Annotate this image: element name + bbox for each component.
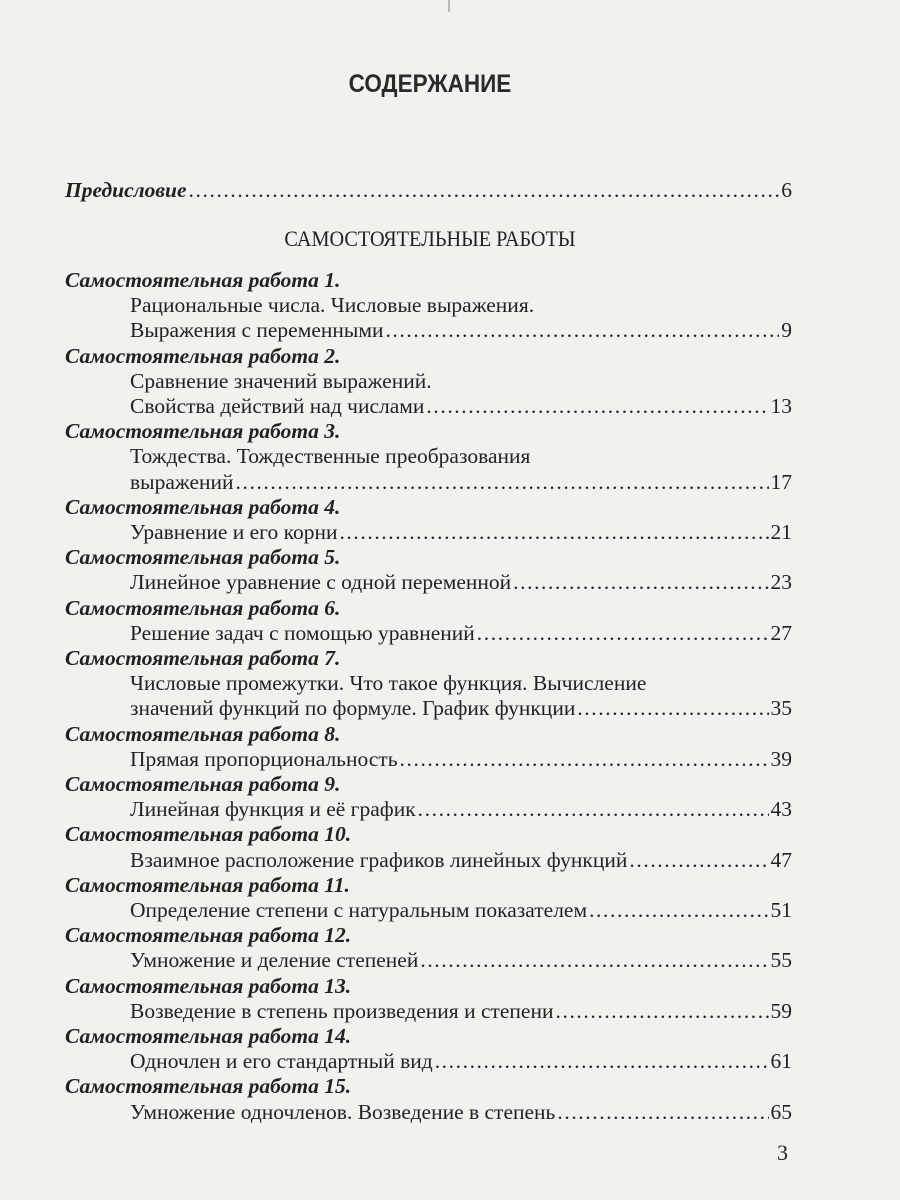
- entry-title: Прямая пропорциональность: [130, 746, 398, 771]
- heading-text: Самостоятельная работа 8.: [65, 721, 341, 746]
- heading-text: Самостоятельная работа 14.: [65, 1024, 352, 1048]
- heading-text: Самостоятельная работа 6.: [65, 595, 341, 620]
- heading-text: Самостоятельная работа 11.: [65, 872, 350, 897]
- heading-text: Самостоятельная работа 10.: [65, 822, 352, 847]
- toc-entry-line[interactable]: [130, 621, 792, 646]
- page-fold-mark: [448, 0, 450, 12]
- entry-title: Линейное уравнение с одной переменной: [130, 570, 512, 595]
- entry-title: Сравнение значений выражений.: [130, 368, 432, 393]
- page-number: 3: [777, 1140, 788, 1165]
- entry-title: Уравнение и его корни: [130, 520, 338, 544]
- heading-text: Самостоятельная работа 7.: [65, 646, 341, 670]
- dot-leader: [629, 848, 768, 873]
- entry-title: Умножение одночленов. Возведение в степень: [130, 1099, 556, 1124]
- toc-entry-line[interactable]: [130, 570, 792, 595]
- toc-entry-heading[interactable]: [65, 646, 792, 671]
- toc-entry-line[interactable]: [130, 671, 792, 696]
- toc-entry-line[interactable]: [130, 999, 792, 1024]
- heading-text: Самостоятельная работа 12.: [65, 923, 352, 948]
- entry-title: Возведение в степень произведения и степени: [130, 998, 554, 1023]
- toc-entry-line[interactable]: [130, 948, 792, 973]
- page-ref: 55: [770, 948, 792, 973]
- toc-entry-heading[interactable]: [65, 268, 792, 293]
- heading-text: Самостоятельная работа 2.: [65, 343, 341, 368]
- page-ref: 59: [770, 998, 792, 1023]
- entry-title: Выражения с переменными: [130, 318, 384, 343]
- entry-title: Определение степени с натуральным показателем: [130, 898, 588, 922]
- toc-entry-heading[interactable]: [65, 545, 792, 570]
- dot-leader: [589, 898, 768, 923]
- toc-entry-heading[interactable]: [65, 772, 792, 797]
- entry-title: Взаимное расположение графиков линейных функций: [130, 847, 628, 872]
- page-ref: 21: [770, 520, 792, 544]
- toc-entry-heading[interactable]: [65, 419, 792, 444]
- toc-entry-line[interactable]: [130, 848, 792, 873]
- entry-title: Одночлен и его стандартный вид: [130, 1049, 433, 1074]
- heading-text: Самостоятельная работа 15.: [65, 1074, 352, 1099]
- toc-entry-line[interactable]: [130, 696, 792, 721]
- dot-leader: [426, 394, 768, 419]
- dot-leader: [513, 570, 768, 595]
- dot-leader: [385, 318, 779, 343]
- page-title: СОДЕРЖАНИЕ: [348, 70, 512, 98]
- page-ref: 43: [770, 797, 792, 822]
- toc-entry-line[interactable]: [130, 797, 792, 822]
- page-ref: 39: [770, 746, 792, 771]
- toc-entry-heading[interactable]: [65, 1074, 792, 1099]
- toc-entry-heading[interactable]: [65, 596, 792, 621]
- heading-text: Самостоятельная работа 1.: [65, 268, 341, 292]
- toc-entry-heading[interactable]: [65, 722, 792, 747]
- dot-leader: [435, 1049, 769, 1074]
- page-ref: 61: [770, 1049, 792, 1074]
- dot-leader: [577, 696, 768, 721]
- preface-label: Предисловие: [65, 178, 187, 202]
- entry-title: Свойства действий над числами: [130, 394, 425, 418]
- dot-leader: [557, 1100, 768, 1125]
- dot-leader: [189, 178, 780, 203]
- dot-leader: [556, 999, 769, 1024]
- heading-text: Самостоятельная работа 5.: [65, 545, 341, 570]
- entry-title: выражений: [130, 469, 234, 494]
- toc-entry-line[interactable]: [130, 369, 792, 394]
- dot-leader: [339, 520, 768, 545]
- dot-leader: [477, 621, 769, 646]
- dot-leader: [418, 797, 769, 822]
- dot-leader: [400, 747, 769, 772]
- heading-text: Самостоятельная работа 3.: [65, 419, 341, 444]
- entry-title: Линейная функция и её график: [130, 797, 416, 822]
- toc-entry-line[interactable]: [130, 318, 792, 343]
- toc-entry-line[interactable]: [130, 1100, 792, 1125]
- toc-entry-heading[interactable]: [65, 1024, 792, 1049]
- toc-entry-line[interactable]: [130, 520, 792, 545]
- toc-entry-line[interactable]: [130, 470, 792, 495]
- entry-title: значений функций по формуле. График функции: [130, 696, 576, 721]
- dot-leader: [236, 470, 769, 495]
- page-ref: 47: [770, 847, 792, 872]
- toc-entry-heading[interactable]: [65, 974, 792, 999]
- toc-entry-line[interactable]: [130, 444, 792, 469]
- page-ref: 35: [770, 696, 792, 721]
- page-ref: 27: [770, 620, 792, 645]
- toc-entry-line[interactable]: [130, 898, 792, 923]
- heading-text: Самостоятельная работа 9.: [65, 772, 341, 796]
- page-ref: 13: [770, 394, 792, 418]
- toc-entry-heading[interactable]: [65, 495, 792, 520]
- toc-entry-heading[interactable]: [65, 344, 792, 369]
- section-heading: САМОСТОЯТЕЛЬНЫЕ РАБОТЫ: [284, 226, 576, 251]
- dot-leader: [420, 948, 768, 973]
- toc-entry-line[interactable]: [130, 1049, 792, 1074]
- toc-entry-heading[interactable]: [65, 923, 792, 948]
- page-ref: 6: [781, 178, 792, 202]
- entry-title: Рациональные числа. Числовые выражения.: [130, 293, 535, 318]
- entry-title: Числовые промежутки. Что такое функция. Вычисление: [130, 671, 647, 696]
- entry-title: Умножение и деление степеней: [130, 948, 419, 973]
- page-ref: 23: [770, 570, 792, 595]
- toc-entry-line[interactable]: [130, 394, 792, 419]
- toc-entry-heading[interactable]: [65, 873, 792, 898]
- page-ref: 9: [781, 318, 792, 343]
- toc-entry-preface[interactable]: [65, 178, 792, 203]
- page-ref: 65: [770, 1099, 792, 1124]
- toc-entry-heading[interactable]: [65, 822, 792, 847]
- entry-title: Тождества. Тождественные преобразования: [130, 444, 531, 469]
- page-ref: 17: [770, 469, 792, 494]
- heading-text: Самостоятельная работа 13.: [65, 973, 352, 998]
- toc-entry-line[interactable]: [130, 747, 792, 772]
- page-ref: 51: [770, 898, 792, 922]
- heading-text: Самостоятельная работа 4.: [65, 494, 341, 519]
- toc-entry-line[interactable]: [130, 293, 792, 318]
- entry-title: Решение задач с помощью уравнений: [130, 620, 475, 645]
